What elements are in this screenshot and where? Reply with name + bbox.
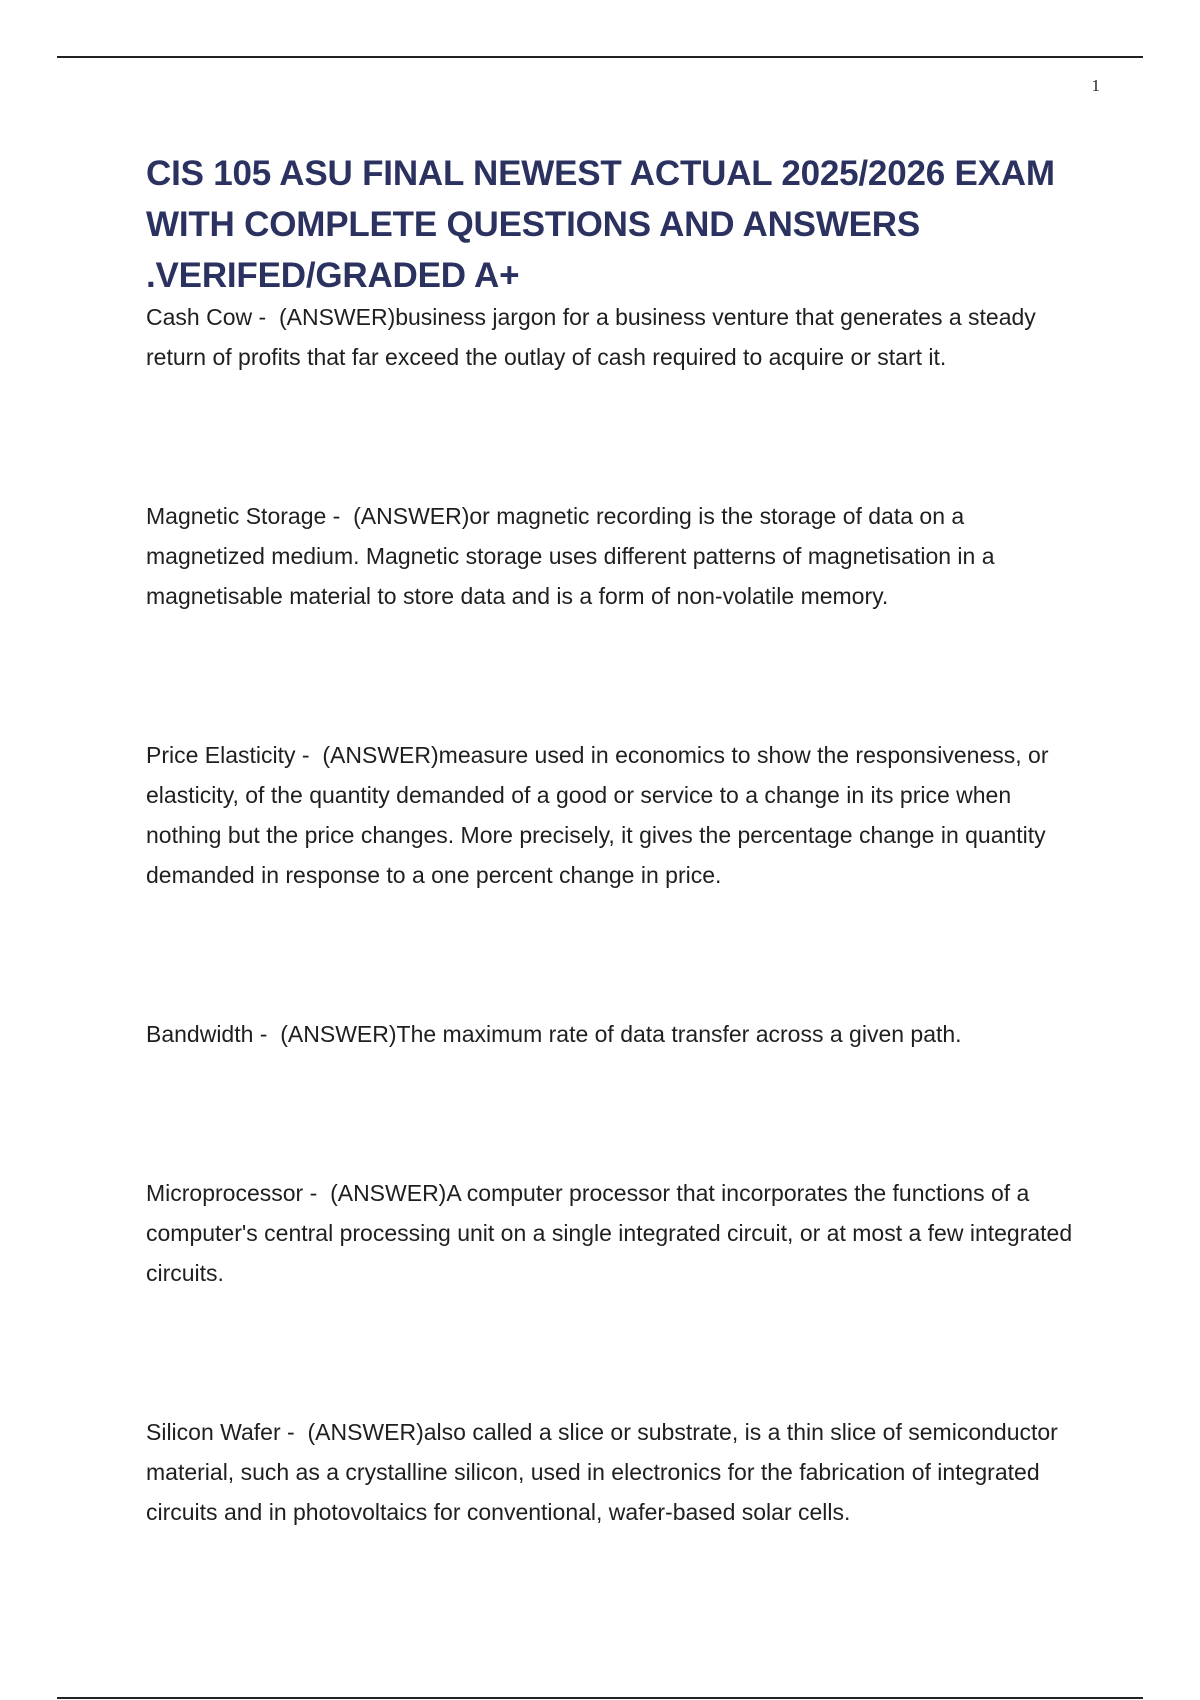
qa-item-price-elasticity [146, 735, 1076, 895]
qa-answer: (ANSWER)or magnetic recording is the storage of data on a magnetized medium. Magnetic storage uses different patterns of magnetisation in a magnetisable material to store data and is a form of non-volatile memory. [146, 503, 995, 609]
document-title: CIS 105 ASU FINAL NEWEST ACTUAL 2025/2026 EXAM WITH COMPLETE QUESTIONS AND ANSWERS .VERIFED/GRADED A+ [146, 154, 1055, 295]
qa-answer: (ANSWER)business jargon for a business venture that generates a steady return of profits that far exceed the outlay of cash required to acquire or start it. [146, 304, 1036, 370]
qa-separator: - [280, 1419, 308, 1445]
qa-separator: - [253, 1021, 281, 1047]
footer-rule [57, 1697, 1143, 1699]
qa-item-magnetic-storage [146, 496, 1076, 616]
qa-term: Silicon Wafer [146, 1419, 281, 1445]
qa-term: Price Elasticity [146, 742, 296, 768]
header-rule [57, 56, 1143, 58]
qa-separator: - [295, 742, 323, 768]
qa-term: Microprocessor [146, 1180, 304, 1206]
page-number: 1 [1091, 76, 1100, 95]
qa-item-bandwidth [146, 1014, 1076, 1054]
qa-item-microprocessor [146, 1173, 1076, 1293]
qa-list [146, 297, 1086, 1532]
qa-separator: - [252, 304, 279, 330]
qa-item-silicon-wafer [146, 1412, 1076, 1532]
qa-answer: (ANSWER)also called a slice or substrate, is a thin slice of semiconductor material, such as a crystalline silicon, used in electronics for the fabrication of integrated circuits and in photovoltaics for conventional, wafer-based solar cells. [146, 1419, 1058, 1525]
qa-term: Magnetic Storage [146, 503, 327, 529]
document-body [146, 148, 1086, 1651]
qa-separator: - [303, 1180, 331, 1206]
qa-item-cash-cow [146, 297, 1076, 377]
qa-separator: - [326, 503, 354, 529]
qa-term: Cash Cow [146, 304, 253, 330]
qa-answer: (ANSWER)measure used in economics to show the responsiveness, or elasticity, of the quantity demanded of a good or service to a change in its price when nothing but the price changes. More precisely, it gives the percentage change in quantity demanded in response to a one percent change in price. [146, 742, 1049, 888]
qa-answer: (ANSWER)The maximum rate of data transfer across a given path. [280, 1021, 962, 1047]
qa-answer: (ANSWER)A computer processor that incorporates the functions of a computer's central processing unit on a single integrated circuit, or at most a few integrated circuits. [146, 1180, 1073, 1286]
qa-term: Bandwidth [146, 1021, 254, 1047]
